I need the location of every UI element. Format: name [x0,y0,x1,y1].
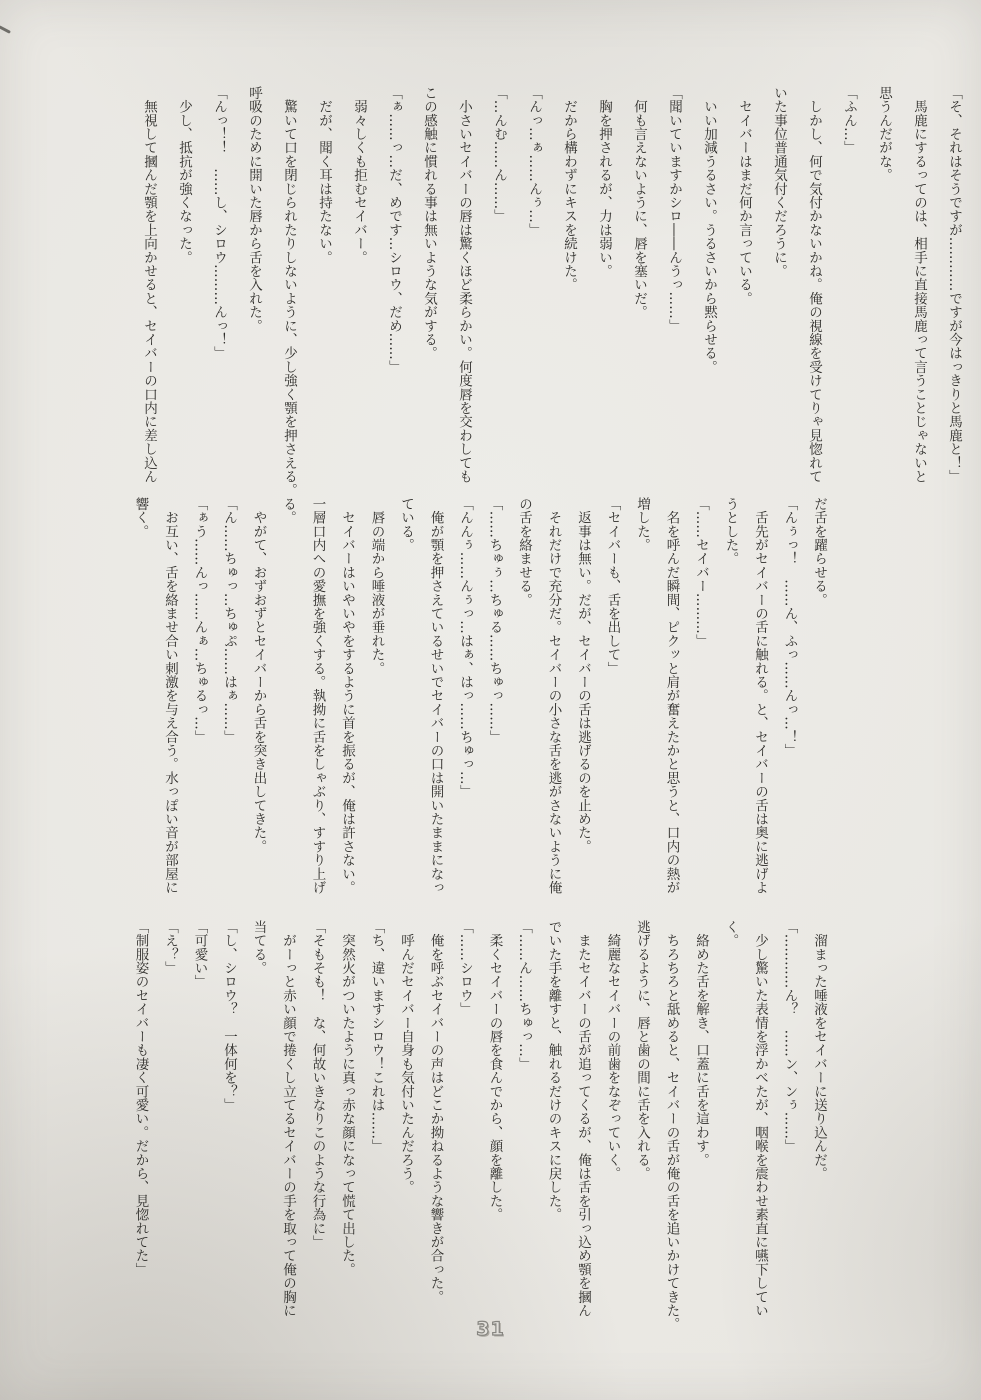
text-line: く。 [722,920,739,948]
text-line: だから構わずにキスを続けた。 [561,86,577,292]
text-line: いた事位普通気付くだろうに。 [771,86,787,278]
text-line: それだけで充分だ。セイバーの小さな舌を逃がさないように俺 [545,497,562,895]
text-line: 呼吸のために開いた唇から舌を入れた。 [246,86,262,333]
text-line: 「……ん……ちゅっ…」 [516,920,532,1071]
text-line: でいた手を離すと、触れるだけのキスに戻した。 [545,920,562,1222]
text-line: 「制服姿のセイバーも凄く可愛い。だから、見惚れてた」 [132,920,149,1277]
text-line: お互い、舌を絡ませ合い刺激を与え合う。水っぽい音が部屋に [162,497,178,895]
text-line: 「聞いていますかシロ――んうっ……」 [666,86,682,333]
text-line: 「ぁう……んっ……んぁ…ちゅるっ…」 [191,497,208,744]
text-line: セイバーはいやいやをするように首を振るが、俺は許さない。 [339,497,355,895]
text-line: 「え？」 [162,920,178,975]
text-line: うとした。 [722,497,739,566]
text-line: がーっと赤い顔で捲くし立てるセイバーの手を取って俺の胸に [280,920,296,1318]
text-line: 「…………ん？ ……ン、ンぅ……」 [781,920,798,1153]
text-line: セイバーはまだ何か言っている。 [736,86,752,306]
text-line: 「ふん…」 [841,86,857,155]
text-line: だ舌を躍らせる。 [811,497,827,607]
text-line: ちろちろと舐めると、セイバーの舌が俺の舌を追いかけてきた。 [663,920,680,1331]
text-line: の舌を絡ませる。 [516,497,532,607]
text-line: 「し、シロウ？ 一体何を？」 [221,920,237,1112]
text-line: 胸を押されるが、力は弱い。 [596,86,612,278]
text-line: 弱々しくも拒むセイバー。 [351,86,367,265]
text-line: 舌先がセイバーの舌に触れる。と、セイバーの舌は奥に逃げよ [752,497,768,895]
text-line: 返事は無い。だが、セイバーの舌は逃げるのを止めた。 [575,497,591,854]
text-line: 「ん……ちゅっ…ちゅぷ……はぁ……」 [221,497,237,744]
text-line: 「んぅっ！ ……ん、ふっ……んっ…！」 [781,497,798,758]
text-line: 呼んだセイバー自身も気付いたんだろう。 [398,920,414,1194]
text-line: 少し驚いた表情を浮かべたが、咽喉を震わせ素直に嚥下してい [752,920,768,1318]
text-line: 無視して摑んだ顎を上向かせると、セイバーの口内に差し込ん [141,86,157,484]
text-line: だが、聞く耳は持たない。 [316,86,332,265]
text-line: 「……セイバー………」 [693,497,709,648]
text-line: いい加減うるさい。うるさいから黙らせる。 [701,86,717,374]
text-line: またセイバーの舌が追ってくるが、俺は舌を引っ込め顎を摑ん [575,920,591,1318]
text-line: 「ち、違いますシロウ！これは……」 [368,920,385,1153]
text-band-bottom [125,920,833,1344]
text-line: 少し、抵抗が強くなった。 [176,86,192,265]
text-line: 「んっ…ぁ……んぅ…」 [526,86,542,237]
text-line: 溜まった唾液をセイバーに送り込んだ。 [811,920,827,1181]
text-line: 柔くセイバーの唇を食んでから、顔を離した。 [486,920,503,1222]
text-line: 唇の端から唾液が垂れた。 [368,497,385,676]
text-line: 一層口内への愛撫を強くする。執拗に舌をしゃぶり、すすり上げ [309,497,326,895]
text-line: 逃げるように、唇と歯の間に舌を入れる。 [634,920,650,1181]
text-line: 「……シロウ」 [457,920,473,1016]
text-line: 何も言えないように、唇を塞いだ。 [631,86,647,319]
text-line: 響く。 [132,497,149,539]
text-line: る。 [280,497,296,525]
text-line: 「そもそも！ な、何故いきなりこのような行為に」 [309,920,326,1249]
text-line: 「可愛い」 [191,920,208,989]
text-line: 絡めた舌を解き、口蓋に舌を這わす。 [693,920,709,1167]
text-line: 「そ、それはそうですが…………ですが今はっきりと馬鹿と！」 [946,86,962,484]
text-line: 「……ちゅぅ…ちゅる……ちゅっ……」 [486,497,503,744]
text-line: ている。 [398,497,414,552]
text-line: 増した。 [634,497,650,552]
text-line: しかし、何で気付かないかね。俺の視線を受けてりゃ見惚れて [806,86,822,484]
text-line: 馬鹿にするってのは、相手に直接馬鹿って言うことじゃないと [911,86,927,484]
text-line: 「ぁ……っ…だ、めです…シロウ、だめ……」 [386,86,402,374]
text-line: 「セイバーも、舌を出して」 [604,497,621,676]
text-line: 小さいセイバーの唇は驚くほど柔らかい。何度唇を交わしても [456,86,472,484]
text-line: 突然火がついたように真っ赤な顔になって慌て出した。 [339,920,355,1277]
text-line: 当てる。 [250,920,267,975]
text-line: 「…んむ……ん……」 [491,86,507,223]
text-line: 「んっ！！ ……し、シロウ………んっ！」 [211,86,227,360]
text-line: 名を呼んだ瞬間、ピクッと肩が奮えたかと思うと、口内の熱が [663,497,680,895]
text-line: 俺を呼ぶセイバーの声はどこか拗ねるような響きが合った。 [427,920,444,1304]
page-number: 31 [476,1318,505,1340]
text-line: この感触に慣れる事は無いような気がする。 [421,86,437,360]
text-line: 思うんだがな。 [876,86,892,182]
text-line: 綺麗なセイバーの前歯をなぞっていく。 [604,920,621,1181]
text-line: やがて、おずおずとセイバーから舌を突き出してきた。 [250,497,267,854]
text-band-middle [125,497,833,921]
text-band-top [131,86,971,534]
text-line: 驚いて口を閉じられたりしないように、少し強く顎を押さえる。 [281,86,297,497]
scan-artifact [0,25,11,34]
text-line: 俺が顎を押さえているせいでセイバーの口は開いたままになっ [427,497,444,895]
text-line: 「んんぅ……んぅっ…はぁ、はっ……ちゅっ…」 [457,497,473,799]
